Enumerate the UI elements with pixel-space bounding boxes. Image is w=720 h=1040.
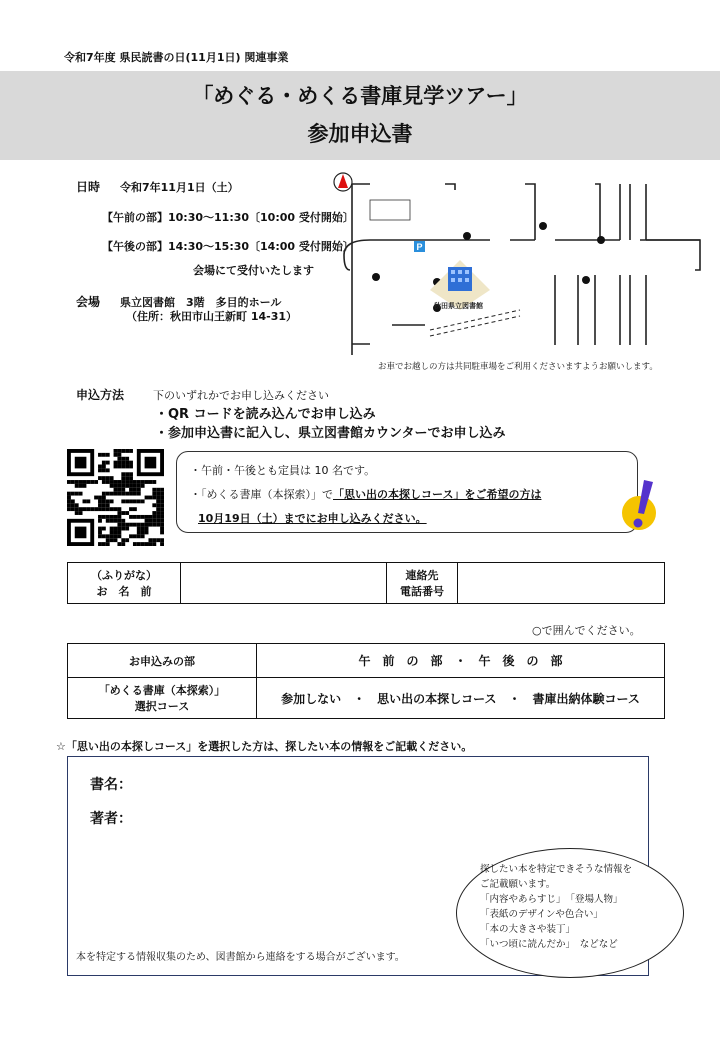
schedule-afternoon: 【午後の部】14:30～15:30〔14:00 受付開始〕 [102,240,354,253]
course-label: 「めくる書庫（本探索）」 [98,684,226,697]
hint-list [480,862,632,952]
qr-code[interactable] [67,449,164,546]
hint-line: 探したい本を特定できそうな情報を [480,864,633,875]
hint-line: 「内容やあらすじ」 「登場人物」 [480,894,623,905]
access-map [330,170,710,355]
book-title-label: 書名： [90,777,132,793]
library-map-label: 秋田県立図書館 [434,302,483,310]
notice-deadline-line [190,486,541,502]
venue-address: （住所：秋田市山王新町 14-31） [126,310,298,323]
course-label-cell [68,678,257,719]
schedule-label: 日時 [76,180,101,194]
schedule-date: 令和7年11月1日（土） [120,181,239,194]
event-subtitle: 令和7年度 県民読書の日(11月1日) 関連事業 [64,51,289,64]
apply-label: 申込方法 [76,388,125,402]
course-label-sub: 選択コース [134,700,190,713]
name-label: お 名 前 [96,585,152,598]
parking-note: お車でお越しの方は共同駐車場をご利用くださいますようお願いします。 [378,362,658,372]
map-landmarks [372,222,605,312]
session-label: お申込みの部 [68,644,257,678]
phone-label-cell [387,563,458,604]
reception-note: 会場にて受付いたします [193,264,314,277]
notice-capacity: ・午前・午後とも定員は 10 名です。 [190,464,376,477]
schedule-morning: 【午前の部】10:30～11:30〔10:00 受付開始〕 [102,211,354,224]
name-input[interactable] [181,563,387,604]
session-table [67,643,665,719]
furigana-label: （ふりがな） [91,569,157,582]
apply-method-counter: ・参加申込書に記入し、県立図書館カウンターでお申し込み [155,426,506,441]
notice-deadline: 10月19日（土）までにお申し込みください。 [198,512,427,525]
contact-label: 連絡先 [405,569,439,582]
name-label-cell [68,563,181,604]
session-options[interactable]: 午 前 の 部 ・ 午 後 の 部 [257,644,665,678]
venue-place: 県立図書館 3階 多目的ホール [120,296,282,309]
apply-method-qr: ・QR コードを読み込んでお申し込み [155,407,376,422]
railway [430,310,520,336]
venue-label: 会場 [76,295,101,309]
parking-sign [370,200,425,252]
hint-line: 「本の大きさや装丁」 [480,924,576,935]
notice-course-emphasis: 「思い出の本探しコース」をご希望の方は [333,488,542,501]
notice-course-prefix: ・「めくる書庫（本探索）」で [190,488,333,501]
book-author-label: 著者： [90,811,132,827]
course-options[interactable]: 参加しない ・ 思い出の本探しコース ・ 書庫出納体験コース [257,678,665,719]
exclamation-icon [618,478,662,534]
apply-intro: 下のいずれかでお申し込みください [153,389,329,402]
hint-line: 「いつ頃に読んだか」 などなど [480,939,618,950]
north-arrow-icon [334,173,352,191]
page-title: 「めぐる・めくる書庫見学ツアー」 [192,84,528,108]
book-title-input[interactable] [140,774,440,792]
parking-icon: P [416,242,423,252]
contact-note: 本を特定する情報収集のため、図書館から連絡をする場合がございます。 [76,952,405,963]
applicant-table [67,562,665,604]
book-intro: ☆「思い出の本探しコース」を選択した方は、探したい本の情報をご記載ください。 [56,740,473,753]
hint-line: ご記載願います。 [480,879,556,890]
page-subtitle: 参加申込書 [307,122,413,146]
book-author-input[interactable] [140,808,440,826]
phone-input[interactable] [458,563,665,604]
phone-label: 電話番号 [400,585,444,598]
hint-line: 「表紙のデザインや色合い」 [480,909,603,920]
circle-instruction: ○で囲んでください。 [532,624,641,637]
